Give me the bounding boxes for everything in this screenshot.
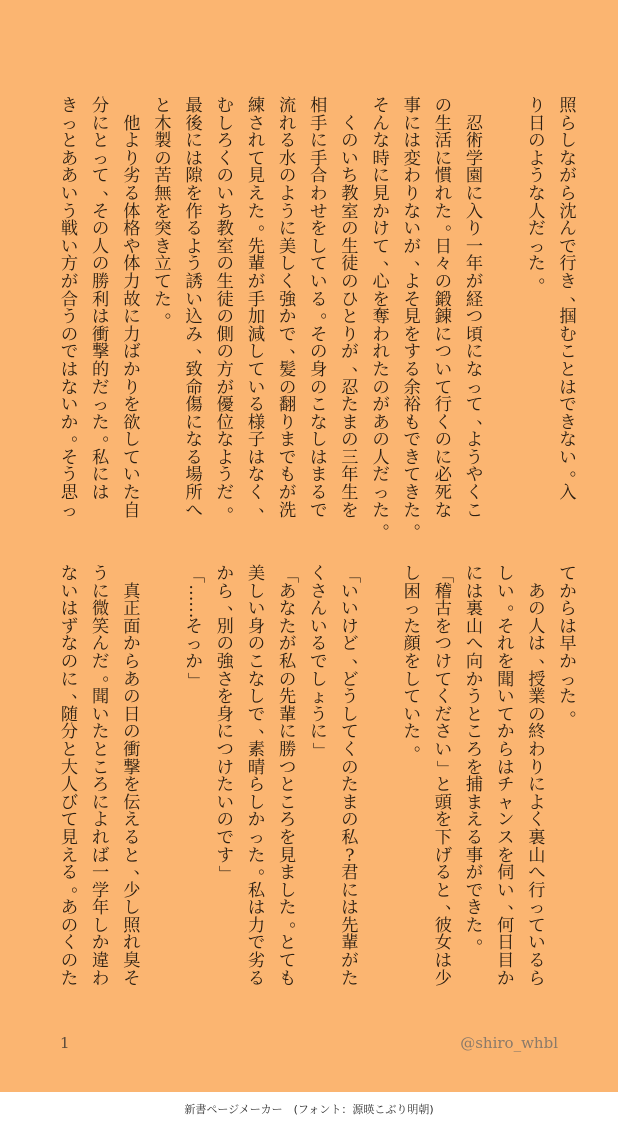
text-block-bottom [52,564,587,1006]
text-column: の 生 活 に 慣 れ た 。 日 々 の 鍛 錬 に つ い て 行 く の に 必 死 な [434,96,463,521]
text-column: 「 … … そ っ か 」 [184,566,205,689]
text-column: そ ん な 時 に 見 か け て 、 心 を 奪 わ れ た の が あ の 人 だ っ た 。 [372,96,401,534]
text-column: 事 に は 変 わ り な い が 、 よ そ 見 を す る 余 裕 も で き て き た 。 [403,96,432,534]
text-column: と 木 製 の 苦 無 を 突 き 立 て た 。 [154,96,182,323]
text-column: し 困 っ た 顔 を し て い た 。 [403,564,432,755]
text-column: 流 れ る 水 の よ う に 美 し く 強 か で 、 髪 の 翻 り ま で も が 洗 [278,96,307,521]
text-column: 「 稽 古 を つ け て く だ さ い 」 と 頭 を 下 げ る と 、 彼 女 は 少 [434,566,463,989]
text-column: 「 い い け ど 、 ど う し て く の た ま の 私 ? 君 に は 先 輩 が た [340,566,369,989]
page-number: 1 [60,1034,70,1052]
text-column: く の い ち 教 室 の 生 徒 の ひ と り が 、 忍 た ま の 三 年 生 を [341,113,369,521]
text-column: 美 し い 身 の こ な し で 、 素 晴 ら し か っ た 。 私 は 力 で 劣 る [247,564,276,989]
text-column: 練 さ れ て 見 え た 。 先 輩 が 手 加 減 し て い る 様 子 は な く 、 [247,96,276,516]
text-column: に は 裏 山 へ 向 か う と こ ろ を 捕 ま え る 事 が で き た 。 [465,564,494,949]
text-column [367,566,395,1006]
text-column: て か ら は 早 か っ た 。 [559,564,587,720]
text-column: う に 微 笑 ん だ 。 聞 い た と こ ろ に よ れ ば 一 学 年 し か 違 わ [92,564,120,989]
text-column: む し ろ く の い ち 教 室 の 生 徒 の 側 の 方 が 優 位 な よ う だ 。 [216,96,245,516]
text-column: 照 ら し な が ら 沈 ん で 行 き 、 掴 む こ と は で き な い 。 入 [559,96,587,504]
text-block-top [52,96,587,538]
text-column: 他 よ り 劣 る 体 格 や 体 力 故 に 力 ば か り を 欲 し て い た 自 [123,113,141,521]
text-column: あ の 人 は 、 授 業 の 終 わ り に よ く 裏 山 へ 行 っ て い る ら [528,581,556,989]
text-column: き っ と あ あ い う 戦 い 方 が 合 う の で は な い か 。 そ う 思 っ [60,96,89,521]
text-column: し い 。 そ れ を 聞 い て か ら は チ ャ ン ス を 伺 い 、 何 日 目 か [497,564,525,989]
footer-credit: 新書ページメーカー (フォント：源暎こぶり明朝) [0,1092,618,1132]
text-column: 真 正 面 か ら あ の 日 の 衝 撃 を 伝 え る と 、 少 し 照 れ 臭 そ [123,581,151,989]
text-column: な い は ず な の に 、 随 分 と 大 人 び て 見 え る 。 あ の く の た [60,564,89,989]
author-handle: @shiro_whbl [460,1034,558,1052]
text-column: 最 後 に は 隙 を 作 る よ う 誘 い 込 み 、 致 命 傷 に な る 場 所 へ [185,96,214,521]
text-column: り 日 の よ う な 人 だ っ た 。 [528,96,556,287]
text-column: 分 に と っ て 、 そ の 人 の 勝 利 は 衝 撃 的 だ っ た 。 私 に は [92,96,120,504]
text-column [149,566,177,1006]
text-column: く さ ん い る で し ょ う に 」 [309,564,330,760]
text-column: 「 あ な た が 私 の 先 輩 に 勝 つ と こ ろ を 見 ま し た 。 と て も [278,566,307,989]
text-column [492,98,520,538]
text-column: か ら 、 別 の 強 さ を 身 に つ け た い の で す 」 [216,564,245,883]
text-column: 忍 術 学 園 に 入 り 一 年 が 経 つ 頃 に な っ て 、 よ う や く こ [465,113,494,521]
text-column: 相 手 に 手 合 わ せ を し て い る 。 そ の 身 の こ な し は ま る で [310,96,338,521]
